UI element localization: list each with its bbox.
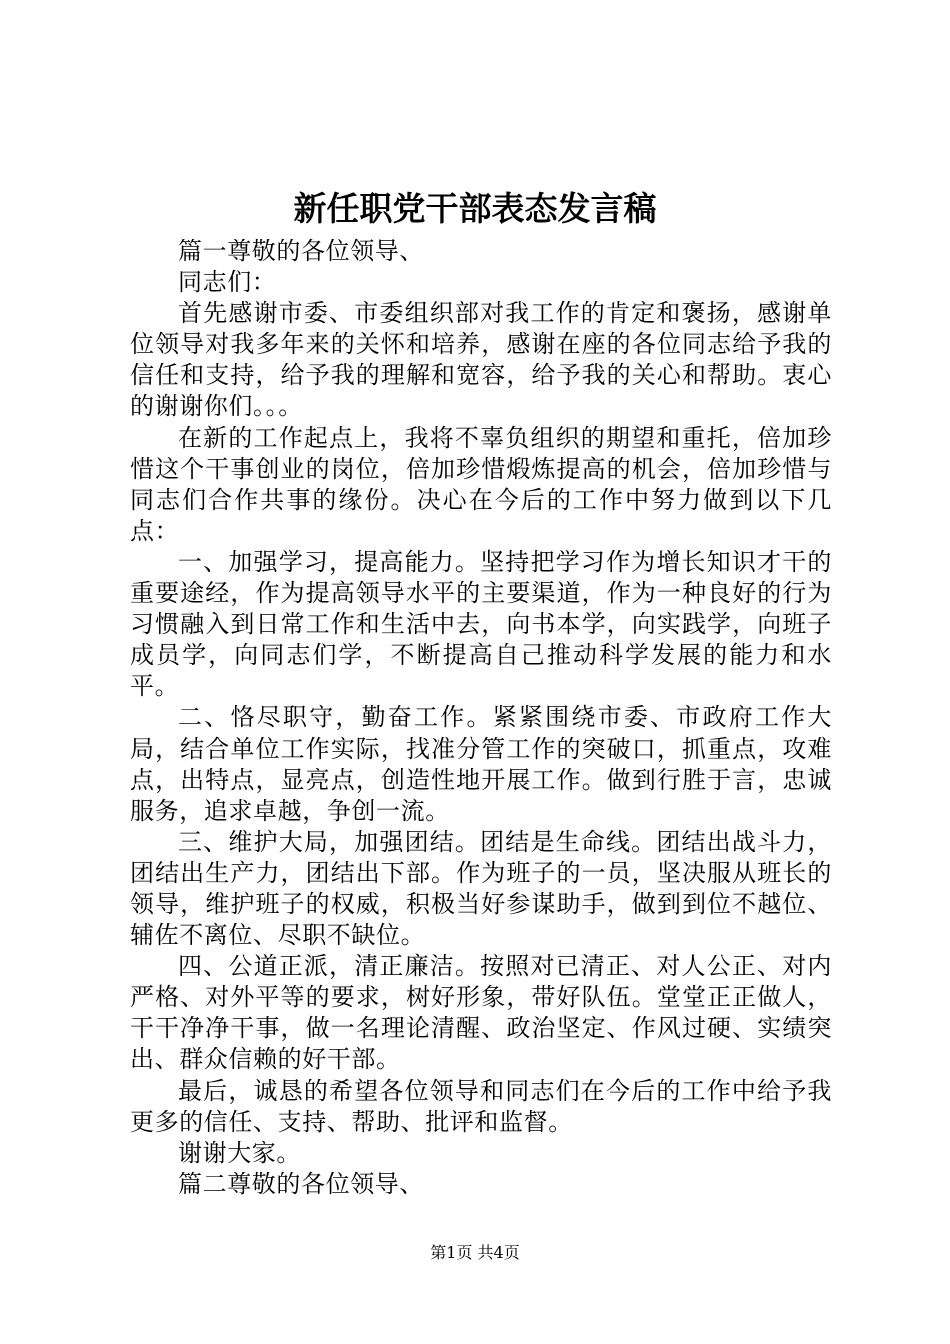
paragraph: 篇二尊敬的各位领导、 bbox=[178, 1169, 424, 1198]
document-body bbox=[130, 236, 832, 1200]
paragraph: 同志们： bbox=[178, 268, 277, 297]
paragraph: 篇一尊敬的各位领导、 bbox=[178, 237, 424, 265]
document-title: 新任职党干部表态发言稿 bbox=[293, 189, 657, 228]
paragraph: 二、恪尽职守，勤奋工作。紧紧围绕市委、市政府工作大局，结合单位工作实际，找准分管工作的突破口，抓重点，攻难点，出特点，显亮点，创造性地开展工作。做到行胜于言，忠诚服务，追求卓越，争创一流。 bbox=[130, 703, 832, 825]
paragraph: 最后，诚恳的希望各位领导和同志们在今后的工作中给予我更多的信任、支持、帮助、批评和监督。 bbox=[130, 1076, 832, 1136]
paragraph: 首先感谢市委、市委组织部对我工作的肯定和褒扬，感谢单位领导对我多年来的关怀和培养，感谢在座的各位同志给予我的信任和支持，给予我的理解和宽容，给予我的关心和帮助。衷心的谢谢你们。。。 bbox=[130, 299, 832, 421]
paragraph: 一、加强学习，提高能力。坚持把学习作为增长知识才干的重要途经，作为提高领导水平的主要渠道，作为一种良好的行为习惯融入到日常工作和生活中去，向书本学，向实践学，向班子成员学，向同志们学，不断提高自己推动科学发展的能力和水平。 bbox=[130, 547, 832, 701]
paragraph: 四、公道正派，清正廉洁。按照对已清正、对人公正、对内严格、对外平等的要求，树好形象，带好队伍。堂堂正正做人，干干净净干事，做一名理论清醒、政治坚定、作风过硬、实绩突出、群众信赖的好干部。 bbox=[130, 952, 832, 1074]
paragraph: 三、维护大局，加强团结。团结是生命线。团结出战斗力，团结出生产力，团结出下部。作为班子的一员，坚决服从班长的领导，维护班子的权威，积极当好参谋助手，做到到位不越位、辅佐不离位、尽职不缺位。 bbox=[130, 827, 832, 950]
page-number-footer: 第1页 共4页 bbox=[430, 1243, 520, 1262]
paragraph: 谢谢大家。 bbox=[178, 1138, 301, 1167]
paragraph: 在新的工作起点上，我将不辜负组织的期望和重托，倍加珍惜这个干事创业的岗位，倍加珍惜煅炼提高的机会，倍加珍惜与同志们合作共事的缘份。决心在今后的工作中努力做到以下几点： bbox=[130, 423, 832, 545]
